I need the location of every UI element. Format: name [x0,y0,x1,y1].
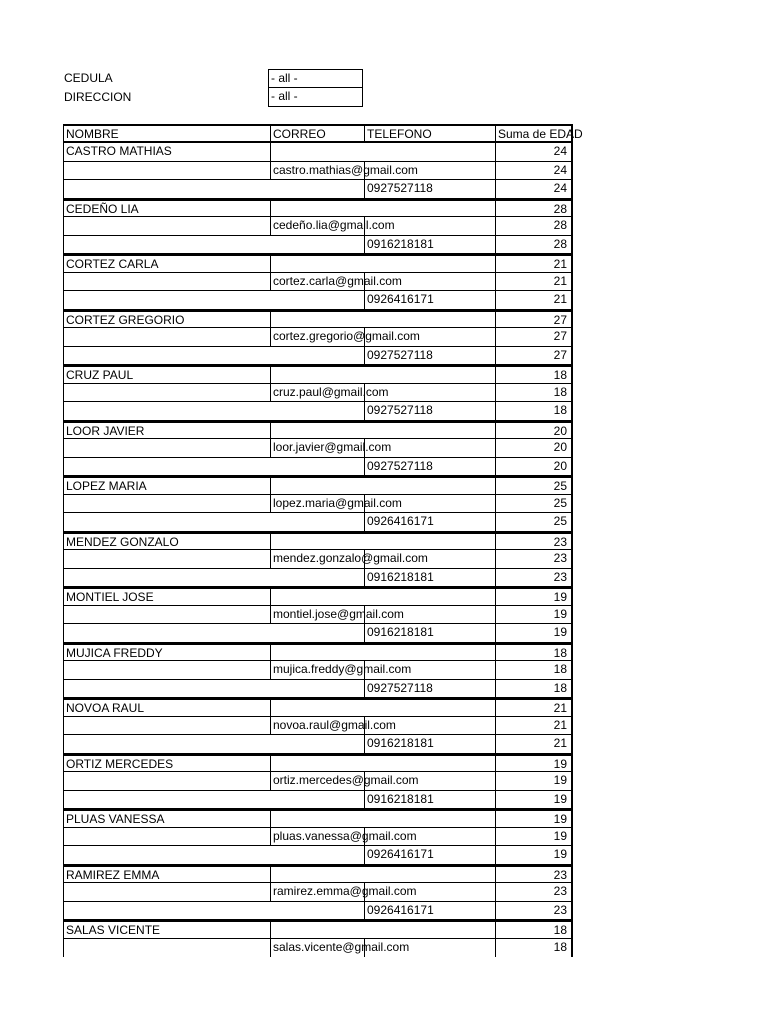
telefono-cell-empty[interactable] [364,922,495,938]
correo-cell-empty[interactable] [270,589,364,605]
correo-cell[interactable]: ortiz.mercedes@gmail.com [270,772,364,790]
telefono-cell-empty[interactable] [364,772,495,790]
suma-edad-cell[interactable]: 18 [495,402,569,420]
telefono-cell-empty[interactable] [364,883,495,901]
suma-edad-cell[interactable]: 18 [495,384,569,402]
correo-cell[interactable]: pluas.vanessa@gmail.com [270,828,364,846]
suma-edad-cell[interactable]: 21 [495,256,569,272]
telefono-cell[interactable]: 0916218181 [364,624,495,642]
telefono-cell-empty[interactable] [364,256,495,272]
correo-cell-empty[interactable] [270,367,364,383]
telefono-cell-empty[interactable] [364,217,495,235]
name-row [64,143,571,162]
name-row [64,310,571,329]
telefono-cell[interactable]: 0916218181 [364,735,495,753]
phone-row [64,347,571,366]
suma-edad-cell[interactable]: 18 [495,661,569,679]
name-row [64,587,571,606]
suma-edad-cell[interactable]: 28 [495,236,569,254]
email-row [64,772,571,791]
telefono-cell[interactable]: 0927527118 [364,458,495,476]
telefono-cell[interactable]: 0927527118 [364,680,495,698]
correo-cell[interactable]: cortez.gregorio@gmail.com [270,328,364,346]
name-row [64,920,571,939]
telefono-cell-empty[interactable] [364,589,495,605]
suma-edad-cell[interactable]: 19 [495,846,569,864]
suma-edad-cell[interactable]: 19 [495,772,569,790]
suma-edad-cell[interactable]: 21 [495,291,569,309]
suma-edad-cell[interactable]: 28 [495,217,569,235]
name-row [64,698,571,717]
name-row [64,532,571,551]
nombre-cell[interactable]: MUJICA FREDDY [66,645,163,660]
filter-value-direccion[interactable]: - all - [268,88,363,107]
suma-edad-cell[interactable]: 21 [495,273,569,291]
name-row [64,254,571,273]
phone-row [64,402,571,421]
phone-row [64,180,571,199]
filter-value-cedula[interactable]: - all - [268,69,363,88]
telefono-cell-empty[interactable] [364,143,495,161]
correo-cell-empty[interactable] [270,143,364,161]
correo-cell[interactable]: cortez.carla@gmail.com [270,273,364,291]
telefono-cell[interactable]: 0927527118 [364,180,495,198]
name-row [64,421,571,440]
email-row [64,217,571,236]
name-row [64,754,571,773]
phone-row [64,291,571,310]
telefono-cell-empty[interactable] [364,328,495,346]
email-row [64,439,571,458]
name-row [64,365,571,384]
telefono-cell[interactable]: 0916218181 [364,791,495,809]
header-correo: CORREO [270,126,364,141]
suma-edad-cell[interactable]: 18 [495,645,569,661]
suma-edad-cell[interactable]: 19 [495,791,569,809]
name-row [64,199,571,218]
email-row [64,883,571,902]
correo-cell[interactable]: castro.mathias@gmail.com [270,162,364,180]
nombre-cell[interactable]: LOPEZ MARIA [66,479,147,493]
correo-cell[interactable]: lopez.maria@gmail.com [270,495,364,513]
correo-cell[interactable]: novoa.raul@gmail.com [270,717,364,735]
telefono-cell-empty[interactable] [364,606,495,624]
correo-cell[interactable]: cedeño.lia@gmail.com [270,217,364,235]
correo-cell[interactable]: ramirez.emma@gmail.com [270,883,364,901]
nombre-cell[interactable]: NOVOA RAUL [66,701,145,715]
telefono-cell-empty[interactable] [364,661,495,679]
suma-edad-cell[interactable]: 18 [495,939,569,958]
email-row [64,328,571,347]
telefono-cell[interactable]: 0926416171 [364,513,495,531]
suma-edad-cell[interactable]: 23 [495,867,569,883]
suma-edad-cell[interactable]: 18 [495,680,569,698]
suma-edad-cell[interactable]: 21 [495,700,569,716]
suma-edad-cell[interactable]: 21 [495,717,569,735]
suma-edad-cell[interactable]: 25 [495,513,569,531]
name-row [64,865,571,884]
telefono-cell-empty[interactable] [364,939,495,958]
nombre-cell[interactable]: MENDEZ GONZALO [66,534,179,549]
phone-row [64,680,571,699]
phone-row [64,236,571,255]
telefono-cell[interactable]: 0926416171 [364,291,495,309]
suma-edad-cell[interactable]: 19 [495,589,569,605]
telefono-cell-empty[interactable] [364,273,495,291]
nombre-cell[interactable]: RAMIREZ EMMA [66,867,160,882]
phone-row [64,735,571,754]
suma-edad-cell[interactable]: 18 [495,922,569,938]
correo-cell[interactable]: loor.javier@gmail.com [270,439,364,457]
telefono-cell-empty[interactable] [364,645,495,661]
telefono-cell-empty[interactable] [364,423,495,439]
correo-cell[interactable]: mujica.freddy@gmail.com [270,661,364,679]
nombre-cell[interactable]: MONTIEL JOSE [66,590,154,604]
telefono-cell-empty[interactable] [364,700,495,716]
suma-edad-cell[interactable]: 25 [495,495,569,513]
nombre-cell[interactable]: LOOR JAVIER [66,423,145,438]
suma-edad-cell[interactable]: 20 [495,423,569,439]
suma-edad-cell[interactable]: 27 [495,312,569,328]
correo-cell-empty[interactable] [270,423,364,439]
email-row [64,550,571,569]
telefono-cell-empty[interactable] [364,756,495,772]
telefono-cell-empty[interactable] [364,384,495,402]
correo-cell-empty[interactable] [270,201,364,217]
correo-cell[interactable]: montiel.jose@gmail.com [270,606,364,624]
suma-edad-cell[interactable]: 23 [495,534,569,550]
telefono-cell-empty[interactable] [364,550,495,568]
email-row [64,606,571,625]
suma-edad-cell[interactable]: 19 [495,606,569,624]
correo-cell-empty[interactable] [270,645,364,661]
correo-cell-empty[interactable] [270,922,364,938]
telefono-cell[interactable]: 0926416171 [364,902,495,920]
telefono-cell-empty[interactable] [364,867,495,883]
email-row [64,661,571,680]
telefono-cell[interactable]: 0927527118 [364,402,495,420]
phone-row [64,458,571,477]
phone-row [64,624,571,643]
correo-cell-empty[interactable] [270,478,364,494]
email-row [64,495,571,514]
name-row [64,643,571,662]
email-row [64,162,571,181]
nombre-cell[interactable]: SALAS VICENTE [66,923,161,937]
nombre-cell[interactable]: CEDEÑO LIA [66,201,139,216]
phone-row [64,791,571,810]
telefono-cell-empty[interactable] [364,162,495,180]
name-row [64,476,571,495]
telefono-cell-empty[interactable] [364,717,495,735]
telefono-cell-empty[interactable] [364,201,495,217]
correo-cell[interactable]: mendez.gonzalo@gmail.com [270,550,364,568]
header-nombre: NOMBRE [66,127,119,141]
telefono-cell-empty[interactable] [364,439,495,457]
phone-row [64,902,571,921]
suma-edad-cell[interactable]: 25 [495,478,569,494]
suma-edad-cell[interactable]: 24 [495,180,569,198]
suma-edad-cell[interactable]: 21 [495,735,569,753]
phone-row [64,569,571,588]
suma-edad-cell[interactable]: 19 [495,756,569,772]
telefono-cell-empty[interactable] [364,478,495,494]
email-row [64,828,571,847]
telefono-cell[interactable]: 0916218181 [364,236,495,254]
correo-cell-empty[interactable] [270,867,364,883]
correo-cell-empty[interactable] [270,312,364,328]
telefono-cell-empty[interactable] [364,495,495,513]
suma-edad-cell[interactable]: 24 [495,162,569,180]
nombre-cell[interactable]: PLUAS VANESSA [66,812,165,826]
correo-cell[interactable]: salas.vicente@gmail.com [270,939,364,958]
nombre-cell[interactable]: ORTIZ MERCEDES [66,756,174,771]
nombre-cell[interactable]: CRUZ PAUL [66,368,134,382]
nombre-cell[interactable]: CORTEZ CARLA [66,257,159,271]
name-row [64,809,571,828]
email-row [64,939,571,958]
telefono-cell-empty[interactable] [364,367,495,383]
telefono-cell-empty[interactable] [364,828,495,846]
suma-edad-cell[interactable]: 23 [495,569,569,587]
correo-cell-empty[interactable] [270,256,364,272]
email-row [64,384,571,403]
telefono-cell[interactable]: 0926416171 [364,846,495,864]
header-suma-edad: Suma de EDAD [495,126,569,141]
telefono-cell-empty[interactable] [364,312,495,328]
suma-edad-cell[interactable]: 27 [495,347,569,365]
correo-cell[interactable]: cruz.paul@gmail.com [270,384,364,402]
telefono-cell[interactable]: 0916218181 [364,569,495,587]
suma-edad-cell[interactable]: 24 [495,143,569,161]
correo-cell-empty[interactable] [270,756,364,772]
suma-edad-cell[interactable]: 19 [495,828,569,846]
email-row [64,717,571,736]
email-row [64,273,571,292]
telefono-cell[interactable]: 0927527118 [364,347,495,365]
correo-cell-empty[interactable] [270,700,364,716]
suma-edad-cell[interactable]: 18 [495,367,569,383]
telefono-cell-empty[interactable] [364,811,495,827]
suma-edad-cell[interactable]: 19 [495,624,569,642]
suma-edad-cell[interactable]: 27 [495,328,569,346]
filter-label-cedula: CEDULA [64,71,113,85]
correo-cell-empty[interactable] [270,811,364,827]
pivot-table [63,124,583,957]
suma-edad-cell[interactable]: 28 [495,201,569,217]
suma-edad-cell[interactable]: 20 [495,439,569,457]
correo-cell-empty[interactable] [270,534,364,550]
telefono-cell-empty[interactable] [364,534,495,550]
nombre-cell[interactable]: CASTRO MATHIAS [66,144,172,158]
suma-edad-cell[interactable]: 19 [495,811,569,827]
suma-edad-cell[interactable]: 20 [495,458,569,476]
suma-edad-cell[interactable]: 23 [495,883,569,901]
filter-label-direccion: DIRECCION [64,90,132,104]
phone-row [64,513,571,532]
phone-row [64,846,571,865]
nombre-cell[interactable]: CORTEZ GREGORIO [66,312,185,327]
pivot-header-row [64,124,583,143]
suma-edad-cell[interactable]: 23 [495,550,569,568]
suma-edad-cell[interactable]: 23 [495,902,569,920]
header-telefono: TELEFONO [364,126,495,141]
